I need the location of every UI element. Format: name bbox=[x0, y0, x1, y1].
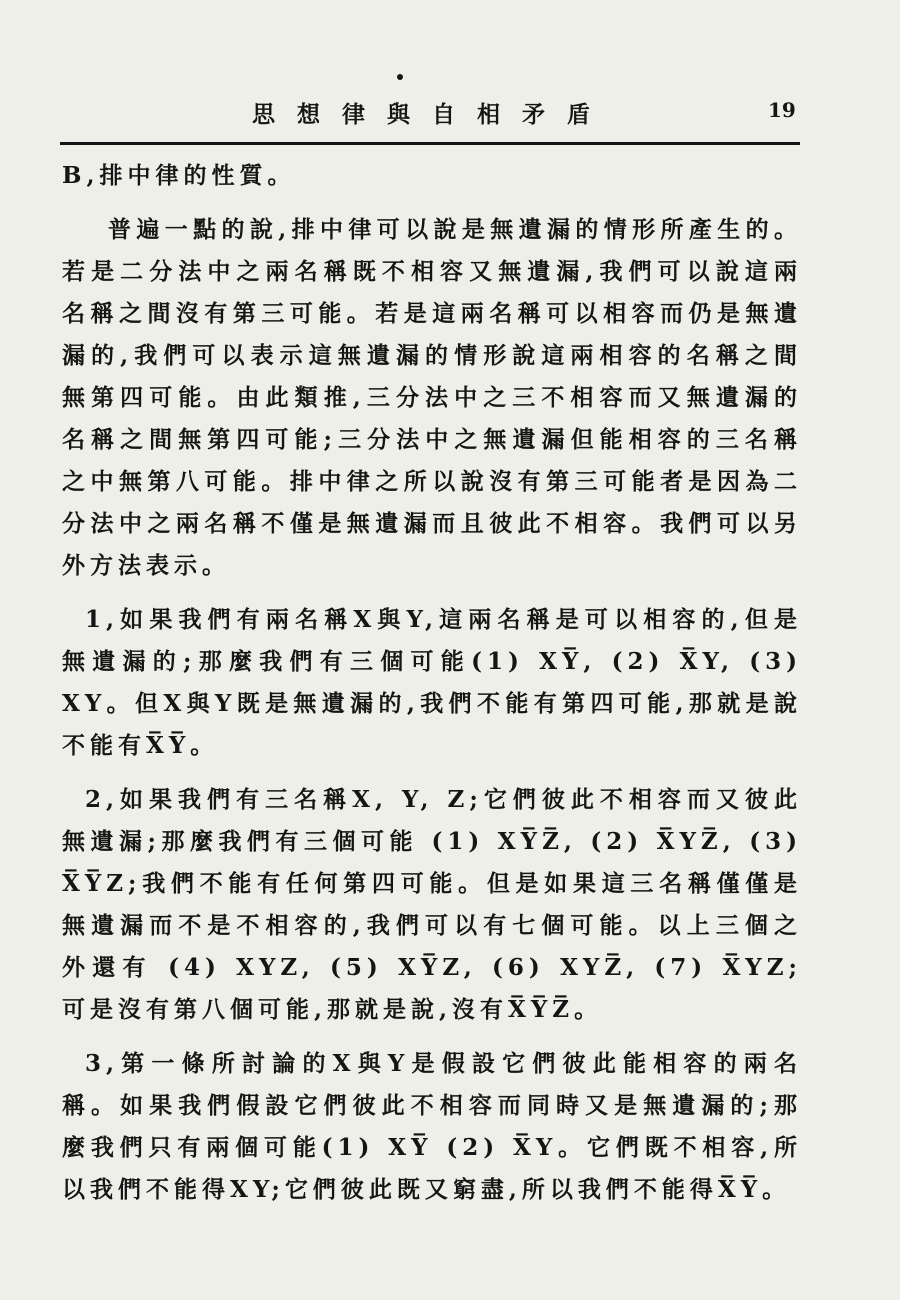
running-header-title: 思想律與自相矛盾 bbox=[252, 101, 612, 128]
section-heading: B,排中律的性質。 bbox=[62, 162, 296, 189]
header-ornament-dot bbox=[397, 74, 403, 80]
paragraph-item-1: 1,如果我們有兩名稱X與Y,這兩名稱是可以相容的,但是無遺漏的;那麼我們有三個可能(1) XY̅, (2) X̅Y, (3) XY。但X與Y既是無遺漏的,我們不能有第四可能,那就是說不能有X̅Y̅。 bbox=[62, 606, 802, 759]
body-text bbox=[62, 155, 802, 1223]
paragraph-intro: 普遍一點的說,排中律可以說是無遺漏的情形所產生的。若是二分法中之兩名稱既不相容又無遺漏,我們可以說這兩名稱之間沒有第三可能。若是這兩名稱可以相容而仍是無遺漏的,我們可以表示這無遺漏的情形說這兩相容的名稱之間無第四可能。由此類推,三分法中之三不相容而又無遺漏的名稱之間無第四可能;三分法中之無遺漏但能相容的三名稱之中無第八可能。排中律之所以說沒有第三可能者是因為二分法中之兩名稱不僅是無遺漏而且彼此不相容。我們可以另外方法表示。 bbox=[62, 216, 802, 579]
paragraph-item-3: 3,第一條所討論的X與Y是假設它們彼此能相容的兩名稱。如果我們假設它們彼此不相容而同時又是無遺漏的;那麼我們只有兩個可能(1) XY̅ (2) X̅Y。它們既不相容,所以我們不能得XY;它們彼此既又窮盡,所以我們不能得X̅Y̅。 bbox=[62, 1050, 802, 1203]
paragraph-item-2: 2,如果我們有三名稱X, Y, Z;它們彼此不相容而又彼此無遺漏;那麼我們有三個可能 (1) XY̅Z̅, (2) X̅YZ̅, (3) X̅Y̅Z;我們不能有任何第四可能。但是如果這三名稱僅僅是無遺漏而不是不相容的,我們可以有七個可能。以上三個之外還有 (4) XYZ, (5) XY̅Z, (6) XYZ̅, (7) X̅YZ;可是沒有第八個可能,那就是說,沒有X̅Y̅Z̅。 bbox=[62, 786, 802, 1023]
page-number: 19 bbox=[768, 98, 796, 122]
header-rule bbox=[60, 142, 800, 145]
